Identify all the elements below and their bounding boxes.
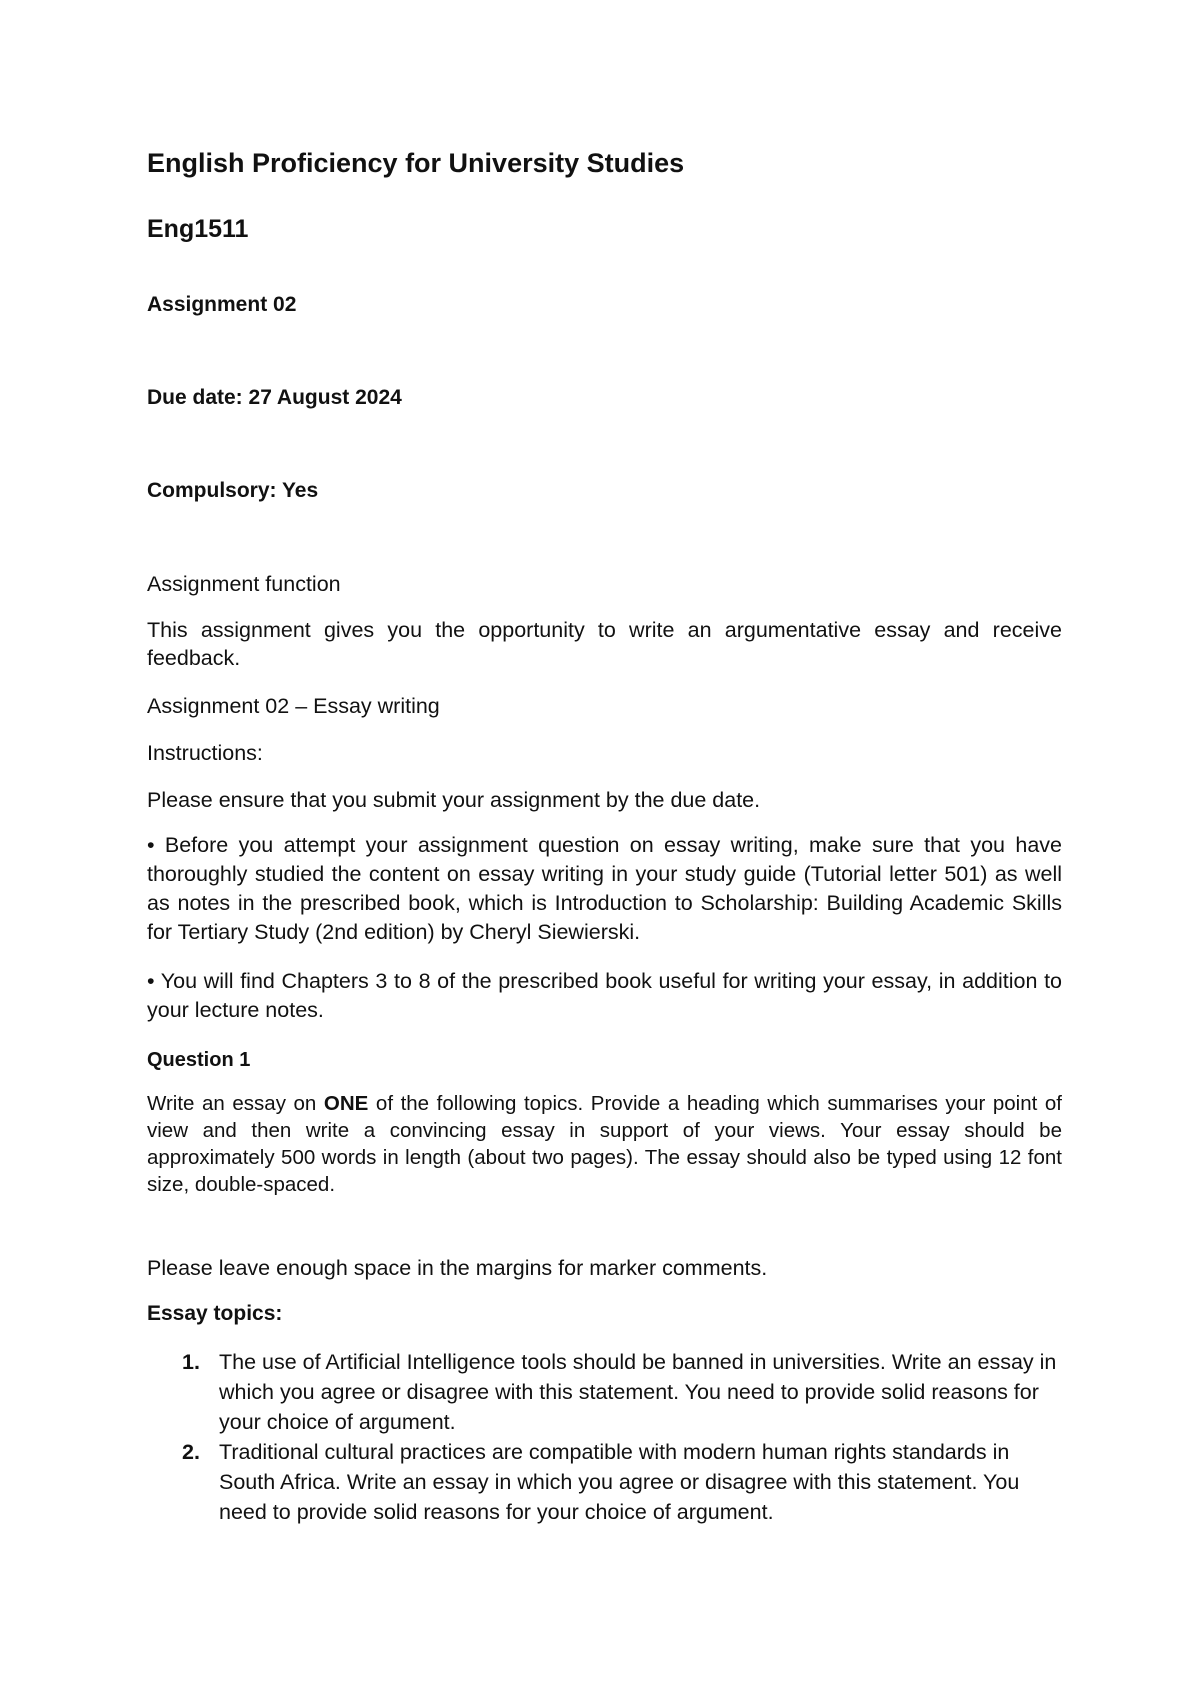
topic-number: 2. [182,1440,200,1464]
margins-note: Please leave enough space in the margins for marker comments. [147,1256,768,1280]
topic-number: 1. [182,1350,200,1374]
assignment-label: Assignment 02 [147,293,297,316]
due-date: Due date: 27 August 2024 [147,386,402,409]
question-heading: Question 1 [147,1049,251,1071]
function-text: This assignment gives you the opportunity to write an argumentative essay and receive feedback. [147,618,1062,670]
question-text-emphasis: ONE [323,1092,369,1115]
function-heading: Assignment function [147,572,341,596]
compulsory-status: Compulsory: Yes [147,479,319,502]
question-text-start: Write an essay on [147,1092,324,1115]
course-code: Eng1511 [147,215,249,243]
instructions-label: Instructions: [147,741,263,765]
question-text-end: of the following topics. Provide a heading which summarises your point of view and then write a convincing essay in support of your views. Your essay should be approximately 500 words in length (about two pages). The essay should also be typed using 12 font size, double-spaced. [147,1092,1062,1196]
topics-heading: Essay topics: [147,1302,283,1325]
section-title: Assignment 02 – Essay writing [147,694,440,718]
topic-item [147,1347,1062,1437]
instruction-bullet-1: • Before you attempt your assignment question on essay writing, make sure that you have thoroughly studied the content on essay writing in your study guide (Tutorial letter 501) as well as notes in the prescribed book, which is Introduction to Scholarship: Building Academic Skills for Tertiary Study (2nd edition) by Cheryl Siewierski. [147,833,1062,944]
topic-text: Traditional cultural practices are compatible with modern human rights standards in South Africa. Write an essay in which you agree or disagree with this statement. You need to provide solid reasons for your choice of argument. [219,1440,1020,1524]
topic-text: The use of Artificial Intelligence tools should be banned in universities. Write an essay in which you agree or disagree with this statement. You need to provide solid reasons for your choice of argument. [219,1350,1057,1434]
topics-list [147,1347,1062,1527]
instruction-submit: Please ensure that you submit your assignment by the due date. [147,788,761,812]
document-title: English Proficiency for University Studies [147,148,685,178]
question-text [147,1090,1062,1198]
instruction-bullet-2: • You will find Chapters 3 to 8 of the prescribed book useful for writing your essay, in addition to your lecture notes. [147,969,1062,1022]
topic-item [147,1437,1062,1527]
document-page [147,0,1062,1696]
